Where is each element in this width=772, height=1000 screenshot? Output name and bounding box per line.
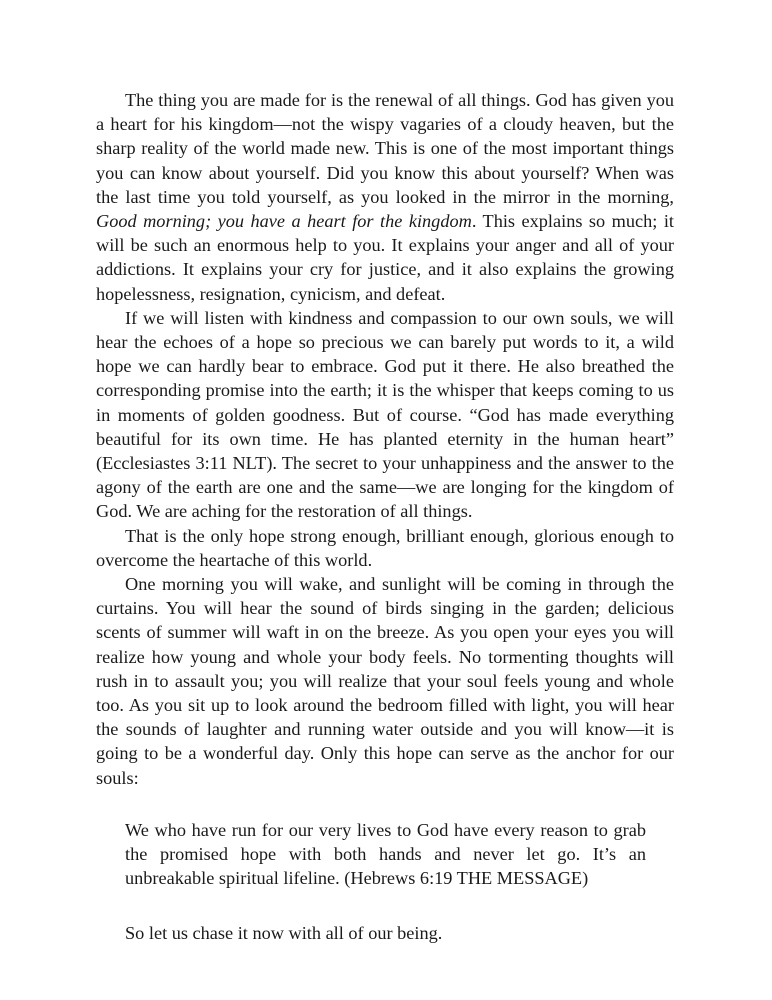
paragraph-1	[96, 88, 674, 306]
paragraph-3: That is the only hope strong enough, brilliant enough, glorious enough to overcome the heartache of this world.	[96, 525, 674, 570]
paragraph-1-text-a: The thing you are made for is the renewal of all things. God has given you a heart for his kingdom—not the wispy vagaries of a cloudy heaven, but the sharp reality of the world made new. This is one of the most important things you can know about yourself. Did you know this about yourself? When was the last time you told yourself, as you looked in the mirror in the morning,	[96, 90, 674, 207]
paragraph-1-italic-phrase: Good morning; you have a heart for the kingdom	[96, 211, 472, 232]
paragraph-4: One morning you will wake, and sunlight will be coming in through the curtains. You will hear the sound of birds singing in the garden; delicious scents of summer will waft in on the breeze. As you open your eyes you will realize how young and whole your body feels. No tormenting thoughts will rush in to assault you; you will realize that your soul feels young and whole too. As you sit up to look around the bedroom filled with light, you will hear the sounds of laughter and running water outside and you will know—it is going to be a wonderful day. Only this hope can serve as the anchor for our souls:	[96, 574, 674, 788]
scripture-block-quote: We who have run for our very lives to God have every reason to grab the promised hope with both hands and never let go. It’s an unbreakable spiritual lifeline. (Hebrews 6:19 THE MESSAGE)	[125, 819, 646, 889]
paragraph-2: If we will listen with kindness and compassion to our own souls, we will hear the echoes of a hope so precious we can barely put words to it, a wild hope we can hardly bear to embrace. God put it there. He also breathed the corresponding promise into the earth; it is the whisper that keeps coming to us in moments of golden goodness. But of course. “God has made everything beautiful for its own time. He has planted eternity in the human heart” (Ecclesiastes 3:11 NLT). The secret to your unhappiness and the answer to the agony of the earth are one and the same—we are longing for the kingdom of God. We are aching for the restoration of all things.	[96, 307, 674, 522]
paragraph-1-text-b: . This explains so much; it will be such an enormous help to you. It explains your anger and all of your addictions. It explains your cry for justice, and it also explains the growing hopelessness, resignation, cynicism, and defeat.	[96, 211, 675, 304]
closing-line: So let us chase it now with all of our being.	[125, 922, 443, 943]
document-page	[96, 88, 674, 945]
